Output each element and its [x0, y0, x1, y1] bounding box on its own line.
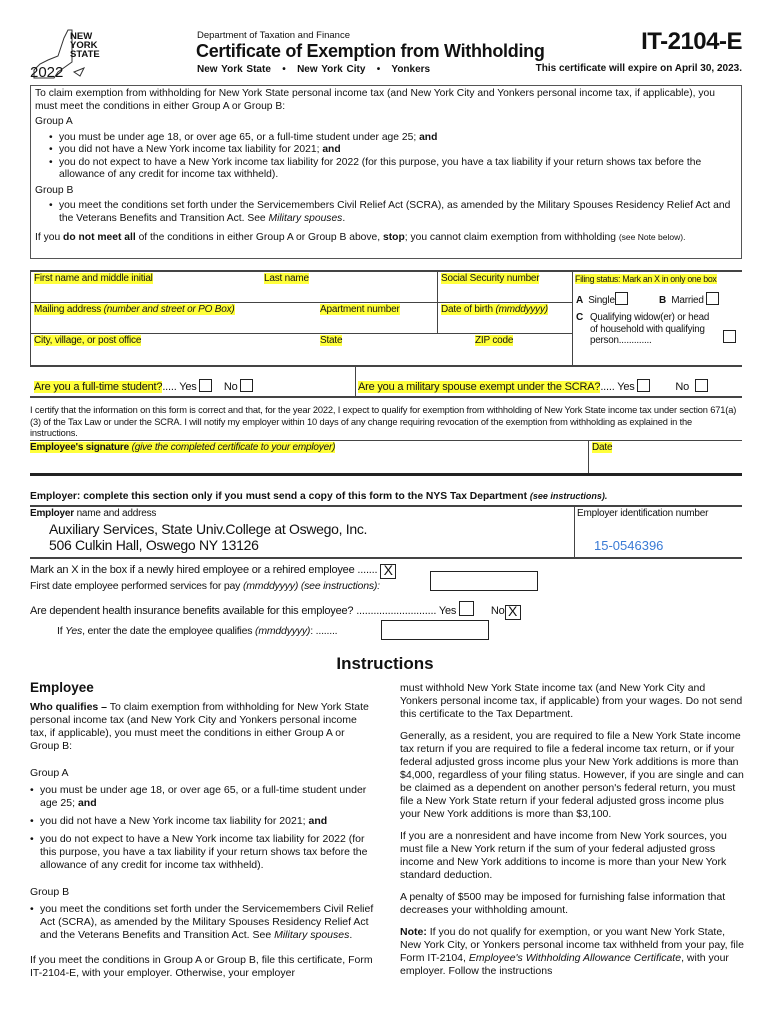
instructions-right-column — [400, 682, 745, 987]
health-no-checkbox[interactable]: X — [505, 605, 521, 620]
date-field[interactable]: Date — [592, 442, 613, 453]
zip-field[interactable]: ZIP code — [475, 335, 514, 346]
instruction-paragraph: If you are a nonresident and have income from New York sources, you must file a New York return if the sum of your federal adjusted gross income and New York additions to income is more than your New York standard deduction. — [400, 830, 727, 881]
list-item: • you must be under age 18, or over age 65, or a full-time student under age 25; and — [30, 784, 375, 810]
ein-value[interactable]: 15-0546396 — [594, 538, 664, 553]
employee-signature-field[interactable]: Employee's signature (give the completed certificate to your employer) — [30, 442, 336, 453]
filing-status-label: Filing status: Mark an X in only one box — [575, 274, 717, 284]
first-name-field[interactable]: First name and middle initial — [34, 273, 153, 284]
instructions-left-column — [30, 680, 375, 989]
instructions-title: Instructions — [336, 654, 434, 673]
ssn-field[interactable]: Social Security number — [441, 273, 540, 284]
newhire-checkbox[interactable]: X — [380, 564, 396, 579]
state-field[interactable]: State — [320, 335, 343, 346]
employer-heading: Employer: complete this section only if you must send a copy of this form to the NYS Tax Department (see instructions). — [30, 491, 608, 502]
employer-name-address[interactable]: Auxiliary Services, State Univ.College at Oswego, Inc. 506 Culkin Hall, Oswego NY 13126 — [49, 521, 368, 553]
student-yes-checkbox[interactable] — [199, 379, 212, 392]
qualify-date-input[interactable] — [381, 620, 489, 640]
employee-heading: Employee — [30, 680, 94, 695]
instruction-note: Note: If you do not qualify for exemption, or you want New York State, New York City, or Yonkers personal income tax withheld from your pay, file Form IT-2104, Employee's Withholding Allowance Certificate, with your employer. Follow the instructions — [400, 926, 744, 977]
health-question: Are dependent health insurance benefits available for this employee? ............................ Yes No X — [30, 601, 521, 620]
file-instructions: If you meet the conditions in Group A or Group B, file this certificate, Form IT-2104-E, with your employer. Otherwise, your employer — [30, 954, 373, 979]
qualify-date-label: If Yes, enter the date the employee qualifies (mmddyyyy): ........ — [57, 625, 338, 637]
first-date-input[interactable] — [430, 571, 538, 591]
health-yes-checkbox[interactable] — [459, 601, 474, 616]
nys-logo — [28, 26, 108, 82]
list-item: • you did not have a New York income tax liability for 2021; and — [49, 144, 737, 157]
qualifying-checkbox[interactable] — [723, 330, 736, 343]
student-question: Are you a full-time student?..... Yes No — [34, 379, 253, 393]
group-b-heading: Group B — [30, 886, 70, 898]
newhire-question: Mark an X in the box if a newly hired employee or a rehired employee ....... X — [30, 564, 396, 579]
list-item: • you meet the conditions set forth under the Servicemembers Civil Relief Act (SCRA), as amended by the Military Spouses Residency Relief Act and the Veterans Benefits and Transition Act. See Military spouses. — [49, 200, 737, 225]
dob-field[interactable]: Date of birth (mmddyyyy) — [441, 304, 548, 315]
employer-name-label: Employer name and address — [30, 508, 157, 519]
mailing-address-field[interactable]: Mailing address (number and street or PO Box) — [34, 304, 235, 315]
certification-text: I certify that the information on this form is correct and that, for the year 2022, I expect to qualify for exemption from withholding of New York State income tax under section 671(a)(3) of the Tax Law or under the SCRA. I will notify my employer within 10 days of any change requiring revocation of the exemption from withholding as explained in the instructions. — [30, 405, 737, 438]
last-name-field[interactable]: Last name — [264, 273, 309, 284]
student-no-checkbox[interactable] — [240, 379, 253, 392]
list-item: • you did not have a New York income tax liability for 2021; and — [30, 815, 375, 828]
group-a-heading: Group A — [35, 116, 73, 127]
ein-label: Employer identification number — [577, 508, 709, 519]
city-field[interactable]: City, village, or post office — [34, 335, 142, 346]
list-item: • you must be under age 18, or over age 65, or a full-time student under age 25; and — [49, 132, 737, 145]
group-a-heading: Group A — [30, 767, 69, 779]
conditions-box — [30, 85, 742, 259]
filing-married[interactable]: B Married — [659, 292, 719, 306]
conditions-intro: To claim exemption from withholding for New York State personal income tax (and New York City and Yonkers personal income tax, if applicable), you must meet the conditions in either Group A or Group B: — [35, 88, 715, 112]
military-question: Are you a military spouse exempt under the SCRA?..... Yes No — [358, 379, 708, 393]
instruction-paragraph: must withhold New York State income tax (and New York City and Yonkers personal income tax, if applicable) from your wages. Do not send this certificate to the Tax Department. — [400, 682, 743, 720]
who-qualifies: Who qualifies – To claim exemption from withholding for New York State personal income tax (and New York City and Yonkers personal income tax, if applicable), you must meet the conditions in either Group A or Group B: — [30, 701, 369, 752]
group-b-heading: Group B — [35, 184, 74, 196]
list-item: • you do not expect to have a New York income tax liability for 2022 (for this purpose, you have a tax liability if your return shows tax before the allowance of any credit for income tax withheld). — [30, 833, 375, 872]
group-b-list — [35, 200, 737, 225]
filing-qualifying[interactable]: C Qualifying widow(er) or head of household with qualifying person............. — [576, 312, 738, 347]
first-date-label: First date employee performed services for pay (mmddyyyy) (see instructions): — [30, 580, 380, 592]
military-no-checkbox[interactable] — [695, 379, 708, 392]
stop-notice: If you do not meet all of the conditions in either Group A or Group B above, stop; you cannot claim exemption from withholding (see Note below). — [35, 232, 686, 243]
group-a-list — [30, 784, 375, 872]
jurisdictions: New York State • New York City • Yonkers — [197, 64, 431, 75]
form-number: IT-2104-E — [641, 28, 742, 55]
expiry-notice: This certificate will expire on April 30, 2023. — [535, 63, 742, 74]
apartment-field[interactable]: Apartment number — [320, 304, 400, 315]
department: Department of Taxation and Finance — [197, 30, 350, 41]
filing-single[interactable]: A Single — [576, 292, 628, 306]
logo-text: NEW YORK STATE — [70, 31, 100, 60]
logo-year: 2022 — [30, 64, 64, 81]
list-item: • you do not expect to have a New York income tax liability for 2022 (for this purpose, you have a tax liability if your return shows tax before the allowance of any credit for income tax withheld). — [49, 157, 737, 182]
group-b-list — [30, 903, 375, 942]
instruction-paragraph: A penalty of $500 may be imposed for furnishing false information that decreases your withholding amount. — [400, 891, 726, 916]
instruction-paragraph: Generally, as a resident, you are required to file a New York State income tax return if you are required to file a federal income tax return, or if your federal adjusted gross income plus your New York additions is more than $4,000, regardless of your filing status. However, if you are single and can be claimed as a dependent on another person's federal return, you must file a New York State return if your federal adjusted gross income plus your New York additions is more than $3,100. — [400, 730, 744, 820]
married-checkbox[interactable] — [706, 292, 719, 305]
page-title: Certificate of Exemption from Withholding — [196, 41, 545, 61]
military-yes-checkbox[interactable] — [637, 379, 650, 392]
group-a-list — [35, 132, 737, 182]
single-checkbox[interactable] — [615, 292, 628, 305]
list-item: • you meet the conditions set forth under the Servicemembers Civil Relief Act (SCRA), as amended by the Military Spouses Residency Relief Act and the Veterans Benefits and Transition Act. See Military spouses. — [30, 903, 375, 942]
